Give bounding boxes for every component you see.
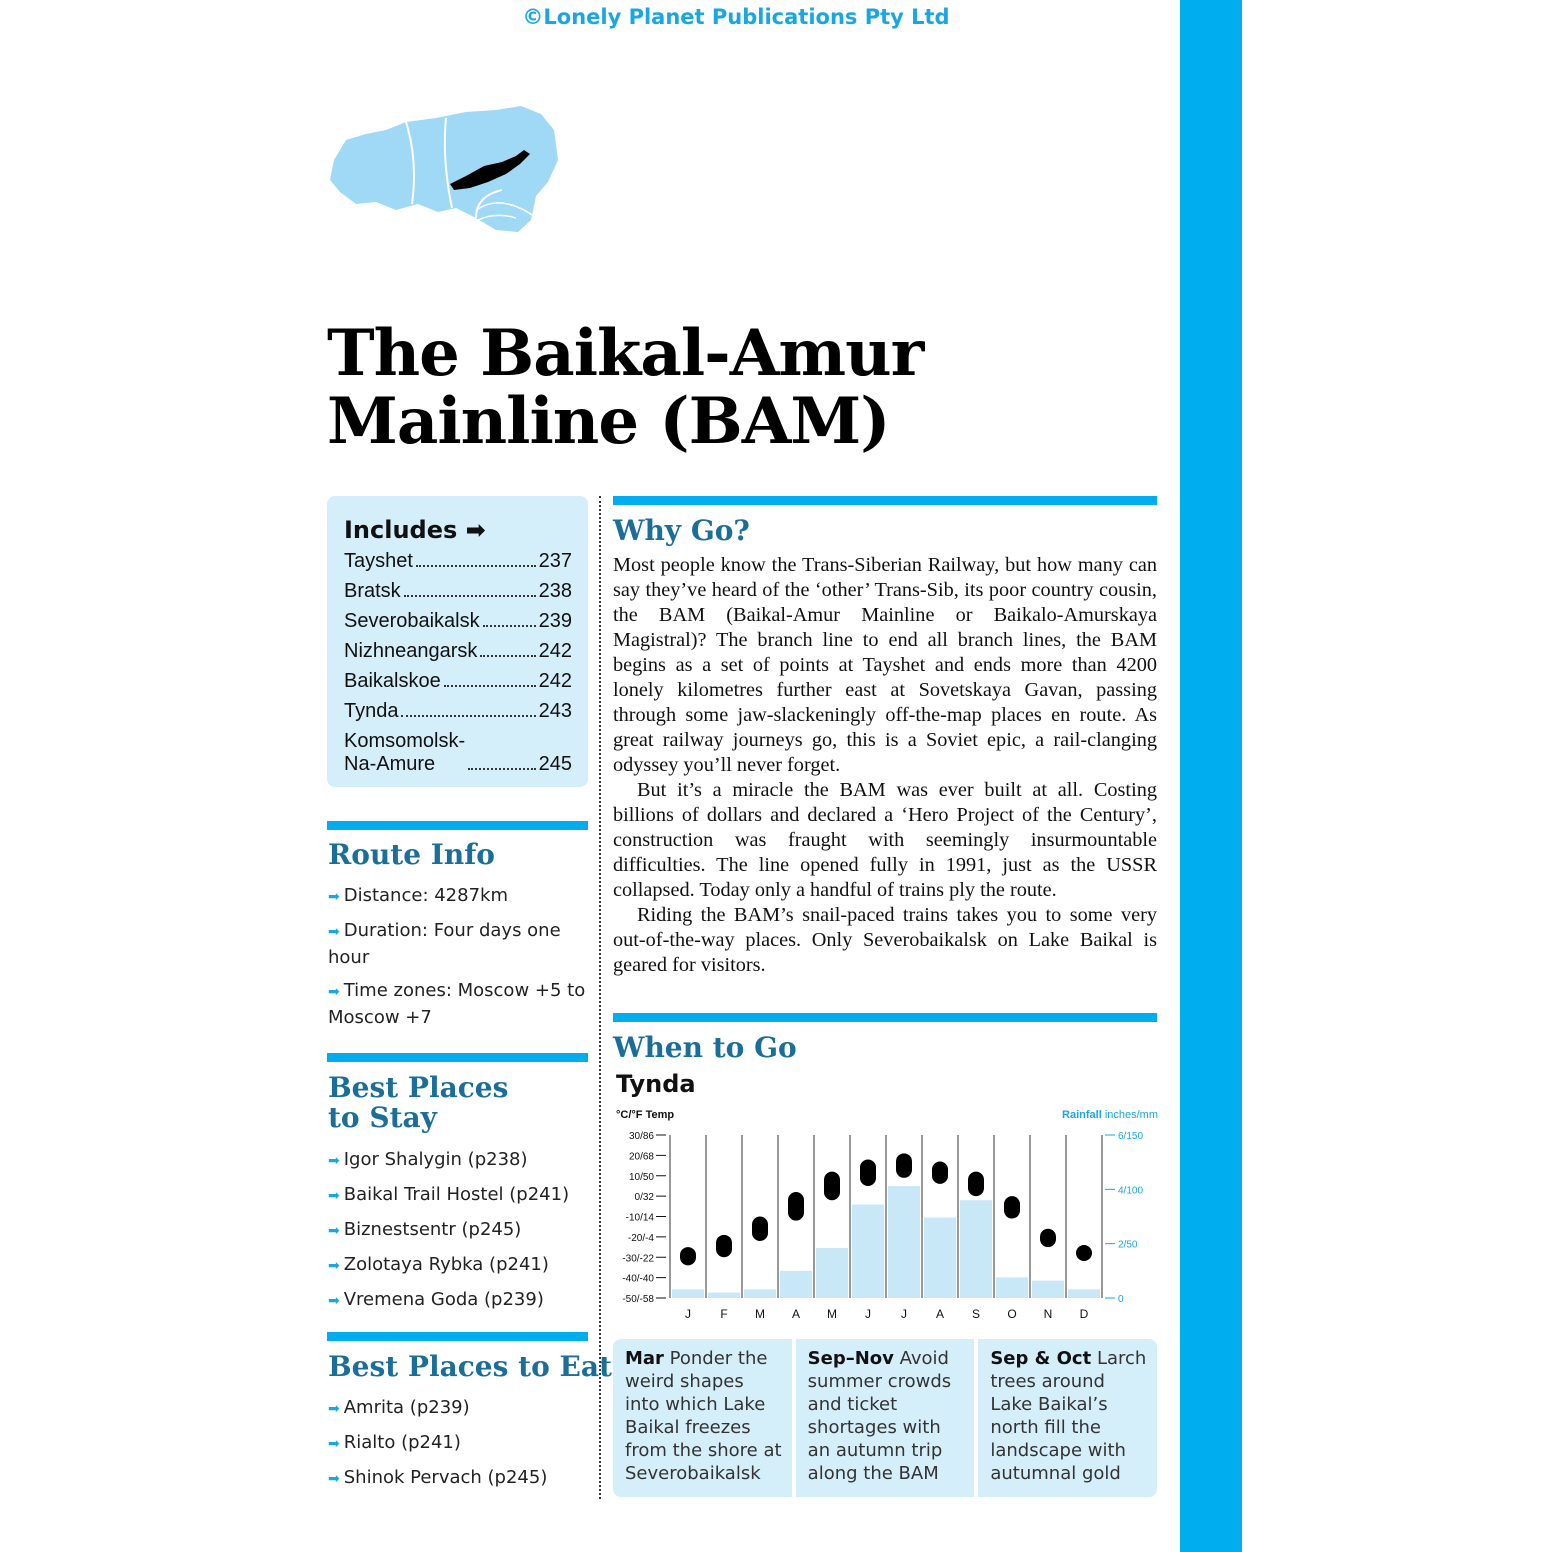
month-label: J xyxy=(865,1307,871,1321)
tip-card: Mar Ponder the weird shapes into which Lake Baikal freezes from the shore at Severobaikalsk xyxy=(613,1339,792,1497)
climate-chart xyxy=(610,1100,1160,1330)
rain-tick-label: 0 xyxy=(1118,1294,1124,1305)
month-label: A xyxy=(791,1307,801,1321)
rainfall-bar xyxy=(816,1248,848,1298)
temp-tick-label: -30/-22 xyxy=(622,1253,654,1265)
month-label: J xyxy=(685,1307,691,1321)
arrow-right-icon: ➡ xyxy=(328,1436,340,1452)
temp-tick-label: -50/-58 xyxy=(622,1294,654,1305)
temp-axis-label: °C/°F Temp xyxy=(616,1109,675,1121)
arrow-right-icon: ➡ xyxy=(328,1223,340,1239)
why-go-body xyxy=(613,553,1157,978)
arrow-right-icon: ➡ xyxy=(328,1401,340,1417)
chapter-title-line2: Mainline (BAM) xyxy=(327,384,890,459)
arrow-right-icon: ➡ xyxy=(465,516,486,544)
temperature-range-mark xyxy=(968,1172,984,1196)
rainfall-bar xyxy=(1068,1289,1100,1298)
best-eat-heading: Best Places to Eat xyxy=(328,1350,612,1383)
rainfall-bar xyxy=(888,1186,920,1298)
list-item[interactable]: ➡ Vremena Goda (p239) xyxy=(328,1289,544,1310)
rain-tick-label: 2/50 xyxy=(1118,1239,1138,1251)
list-item: ➡ Time zones: Moscow +5 to Moscow +7 xyxy=(328,980,586,1028)
temperature-range-mark xyxy=(1004,1196,1020,1218)
temp-tick-label: -20/-4 xyxy=(627,1232,654,1244)
russia-locator-map xyxy=(326,100,562,234)
month-label: M xyxy=(827,1307,837,1321)
temperature-range-mark xyxy=(788,1192,804,1221)
best-eat-list xyxy=(328,1395,586,1500)
list-item: ➡ Duration: Four days one hour xyxy=(328,920,561,968)
chapter-title-line1: The Baikal-Amur xyxy=(327,316,924,391)
rain-tick-label: 6/150 xyxy=(1118,1131,1144,1142)
rainfall-bar xyxy=(996,1277,1028,1298)
temperature-range-mark xyxy=(1040,1229,1056,1247)
section-divider xyxy=(327,1332,588,1341)
arrow-right-icon: ➡ xyxy=(328,1153,340,1169)
rain-tick-label: 4/100 xyxy=(1118,1185,1144,1197)
rainfall-bar xyxy=(780,1271,812,1298)
arrow-right-icon: ➡ xyxy=(328,889,340,905)
temp-tick-label: -40/-40 xyxy=(622,1273,654,1285)
arrow-right-icon: ➡ xyxy=(328,924,340,940)
temperature-range-mark xyxy=(932,1161,948,1183)
list-item[interactable]: ➡ Baikal Trail Hostel (p241) xyxy=(328,1184,570,1205)
list-item[interactable]: ➡ Zolotaya Rybka (p241) xyxy=(328,1254,549,1275)
temperature-range-mark xyxy=(752,1217,768,1241)
month-label: D xyxy=(1079,1307,1089,1321)
section-divider xyxy=(613,1013,1157,1022)
list-item[interactable]: ➡ Shinok Pervach (p245) xyxy=(328,1467,548,1488)
list-item[interactable]: ➡ Biznestsentr (p245) xyxy=(328,1219,522,1240)
arrow-right-icon: ➡ xyxy=(328,984,340,1000)
paragraph: But it’s a miracle the BAM was ever built at all. Costing billions of dollars and declared a ‘Hero Project of the Century’, construction was fraught with seemingly insurmountable difficulties. The line opened fully in 1991, just as the USSR collapsed. Today only a handful of trains ply the route. xyxy=(613,779,1157,901)
includes-panel xyxy=(327,496,588,787)
why-go-heading: Why Go? xyxy=(613,514,750,547)
includes-item[interactable]: Severobaikalsk 239 xyxy=(344,610,572,632)
rainfall-bar xyxy=(924,1218,956,1298)
month-label: J xyxy=(901,1307,907,1321)
includes-item[interactable]: Baikalskoe 242 xyxy=(344,670,572,692)
list-item: ➡ Distance: 4287km xyxy=(328,885,508,906)
temp-tick-label: 10/50 xyxy=(628,1171,654,1183)
tip-card: Sep–Nov Avoid summer crowds and ticket shortages with an autumn trip along the BAM xyxy=(796,1339,975,1497)
list-item[interactable]: ➡ Amrita (p239) xyxy=(328,1397,470,1418)
month-label: M xyxy=(755,1307,765,1321)
temperature-range-mark xyxy=(896,1153,912,1177)
section-divider xyxy=(327,1053,588,1062)
temp-tick-label: 30/86 xyxy=(628,1131,654,1142)
list-item[interactable]: ➡ Rialto (p241) xyxy=(328,1432,461,1453)
includes-item[interactable]: Tayshet 237 xyxy=(344,550,572,572)
tip-card: Sep & Oct Larch trees around Lake Baikal’s north fill the landscape with autumnal gold xyxy=(978,1339,1157,1497)
arrow-right-icon: ➡ xyxy=(328,1471,340,1487)
month-label: O xyxy=(1007,1307,1017,1321)
when-to-go-heading: When to Go xyxy=(613,1031,797,1064)
route-info-heading: Route Info xyxy=(328,838,495,871)
includes-item[interactable]: Bratsk 238 xyxy=(344,580,572,602)
temp-tick-label: 0/32 xyxy=(634,1192,654,1204)
route-info-list xyxy=(328,883,586,1038)
temperature-range-mark xyxy=(824,1172,840,1201)
rainfall-bar xyxy=(672,1289,704,1298)
month-label: A xyxy=(935,1307,945,1321)
arrow-right-icon: ➡ xyxy=(328,1293,340,1309)
chart-city-label: Tynda xyxy=(616,1070,696,1098)
temperature-range-mark xyxy=(680,1247,696,1265)
paragraph: Riding the BAM’s snail-paced trains takes you to some very out-of-the-way places. Only Severobaikalsk on Lake Baikal is geared for visitors. xyxy=(613,904,1157,976)
temperature-range-mark xyxy=(1076,1245,1092,1261)
includes-item[interactable]: Komsomolsk- Na-Amure 245 xyxy=(344,730,572,775)
rain-axis-label: Rainfall inches/mm xyxy=(1062,1109,1158,1121)
arrow-right-icon: ➡ xyxy=(328,1188,340,1204)
chapter-title xyxy=(327,316,1087,459)
temp-tick-label: -10/14 xyxy=(625,1212,654,1224)
temp-tick-label: 20/68 xyxy=(628,1151,654,1163)
rainfall-bar xyxy=(852,1205,884,1298)
best-stay-heading: Best Places to Stay xyxy=(328,1071,509,1134)
rainfall-bar xyxy=(744,1289,776,1298)
copyright-notice: ©Lonely Planet Publications Pty Ltd xyxy=(522,5,950,29)
rainfall-bar xyxy=(1032,1281,1064,1298)
column-divider xyxy=(599,496,601,1499)
rainfall-bar xyxy=(960,1200,992,1298)
paragraph: Most people know the Trans-Siberian Railway, but how many can say they’ve heard of the ‘other’ Trans-Sib, its poor country cousin, the BAM (Baikal-Amur Mainline or Baikalo-Amurskaya Magistral)? The branch line to end all branch lines, the BAM begins as a set of points at Tayshet and ends more than 4200 lonely kilometres further east at Sovetskaya Gavan, passing through some jaw-slackeningly off-the-map places en route. As great railway journeys go, this is a Soviet epic, a rail-clanging odyssey you’ll never forget. xyxy=(613,554,1157,776)
best-stay-list xyxy=(328,1147,586,1322)
section-divider xyxy=(613,496,1157,505)
chapter-tab-bar xyxy=(1180,0,1242,1552)
month-label: N xyxy=(1043,1307,1053,1321)
list-item[interactable]: ➡ Igor Shalygin (p238) xyxy=(328,1149,528,1170)
rainfall-bar xyxy=(708,1293,740,1298)
section-divider xyxy=(327,821,588,830)
includes-item[interactable]: Tynda 243 xyxy=(344,700,572,722)
arrow-right-icon: ➡ xyxy=(328,1258,340,1274)
month-label: S xyxy=(971,1307,981,1321)
temperature-range-mark xyxy=(716,1235,732,1257)
includes-item[interactable]: Nizhneangarsk 242 xyxy=(344,640,572,662)
travel-tips xyxy=(613,1339,1157,1497)
temperature-range-mark xyxy=(860,1159,876,1185)
includes-heading: Includes ➡ xyxy=(344,516,486,544)
month-label: F xyxy=(720,1307,728,1321)
